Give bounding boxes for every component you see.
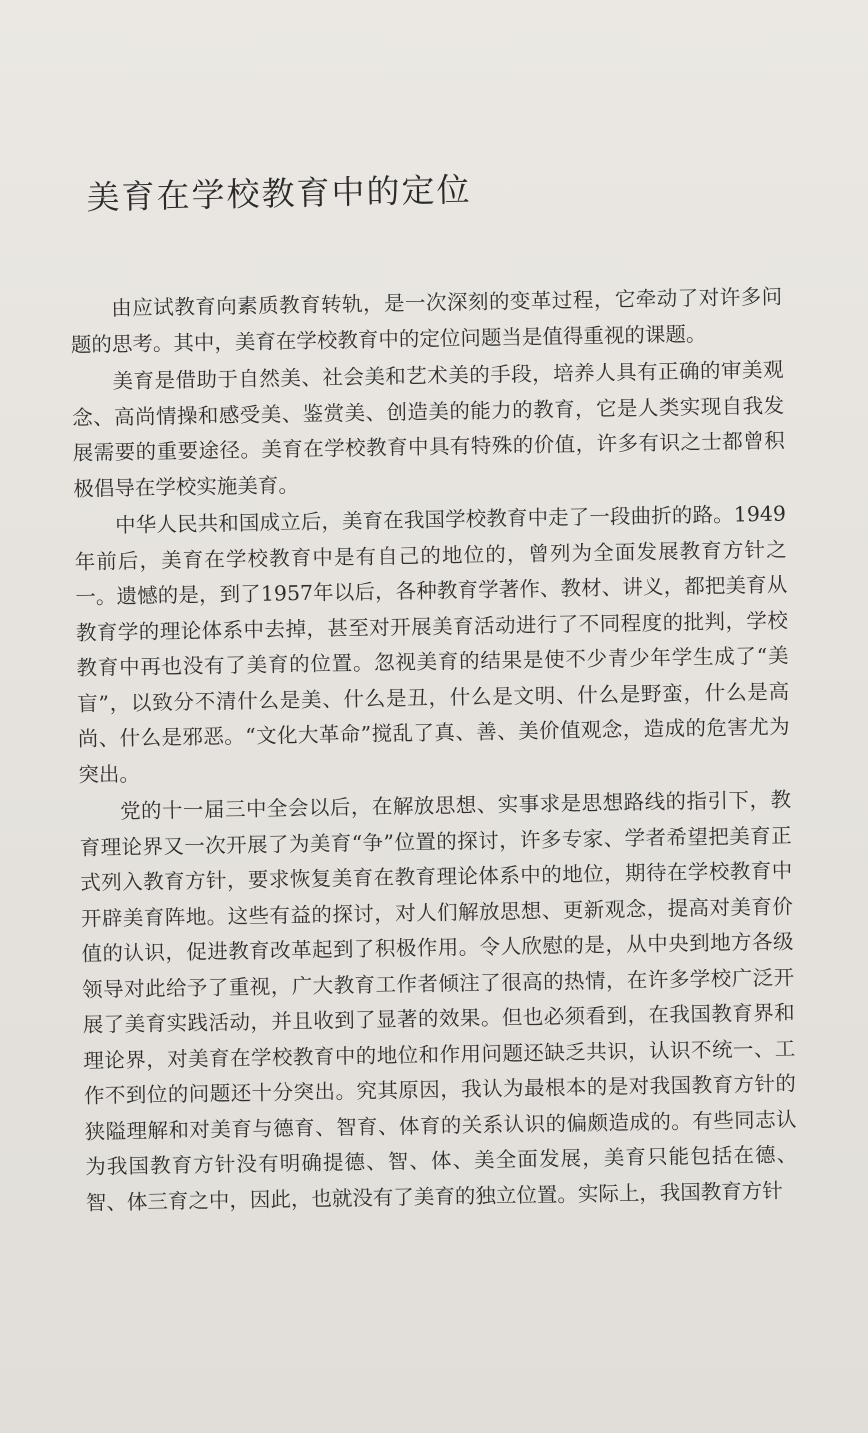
body-text bbox=[70, 280, 798, 1223]
paragraph-2: 美育是借助于自然美、社会美和艺术美的手段，培养人具有正确的审美观念、高尚情操和感受美、鉴赏美、创造美的能力的教育，它是人类实现自我发展需要的重要途径。美育在学校教育中具有特殊的价值，许多有识之士都曾积极倡导在学校实施美育。 bbox=[71, 357, 785, 501]
paragraph-1: 由应试教育向素质教育转轨，是一次深刻的变革过程，它牵动了对许多问题的思考。其中，美育在学校教育中的定位问题当是值得重视的课题。 bbox=[70, 284, 783, 357]
page-title: 美育在学校教育中的定位 bbox=[86, 170, 472, 218]
paragraph-3: 中华人民共和国成立后，美育在我国学校教育中走了一段曲折的路。1949年前后，美育在学校教育中是有自己的地位的，曾列为全面发展教育方针之一。遗憾的是，到了1957年以后，各种教育学著作、教材、讲义，都把美育从教育学的理论体系中去掉，甚至对开展美育活动进行了不同程度的批判，学校教育中再也没有了美育的位置。忽视美育的结果是使不少青少年学生成了“美盲”，以致分不清什么是美、什么是丑，什么是文明、什么是野蛮，什么是高尚、什么是邪恶。“文化大革命”搅乱了真、善、美价值观念，造成的危害尤为突出。 bbox=[74, 501, 790, 787]
paragraph-4: 党的十一届三中全会以后，在解放思想、实事求是思想路线的指引下，教育理论界又一次开展了为美育“争”位置的探讨，许多专家、学者希望把美育正式列入教育方针，要求恢复美育在教育理论体系中的地位，期待在学校教育中开辟美育阵地。这些有益的探讨，对人们解放思想、更新观念，提高对美育价值的认识，促进教育改革起到了积极作用。令人欣慰的是，从中央到地方各级领导对此给予了重视，广大教育工作者倾注了很高的热情，在许多学校广泛开展了美育实践活动，并且收到了显著的效果。但也必须看到，在我国教育界和理论界，对美育在学校教育中的地位和作用问题还缺乏共识，认识不统一、工作不到位的问题还十分突出。究其原因，我认为最根本的是对我国教育方针的狭隘理解和对美育与德育、智育、体育的关系认识的偏颇造成的。有些同志认为我国教育方针没有明确提德、智、体、美全面发展，美育只能包括在德、智、体三育之中，因此，也就没有了美育的独立位置。实际上，我国教育方针 bbox=[79, 787, 798, 1215]
